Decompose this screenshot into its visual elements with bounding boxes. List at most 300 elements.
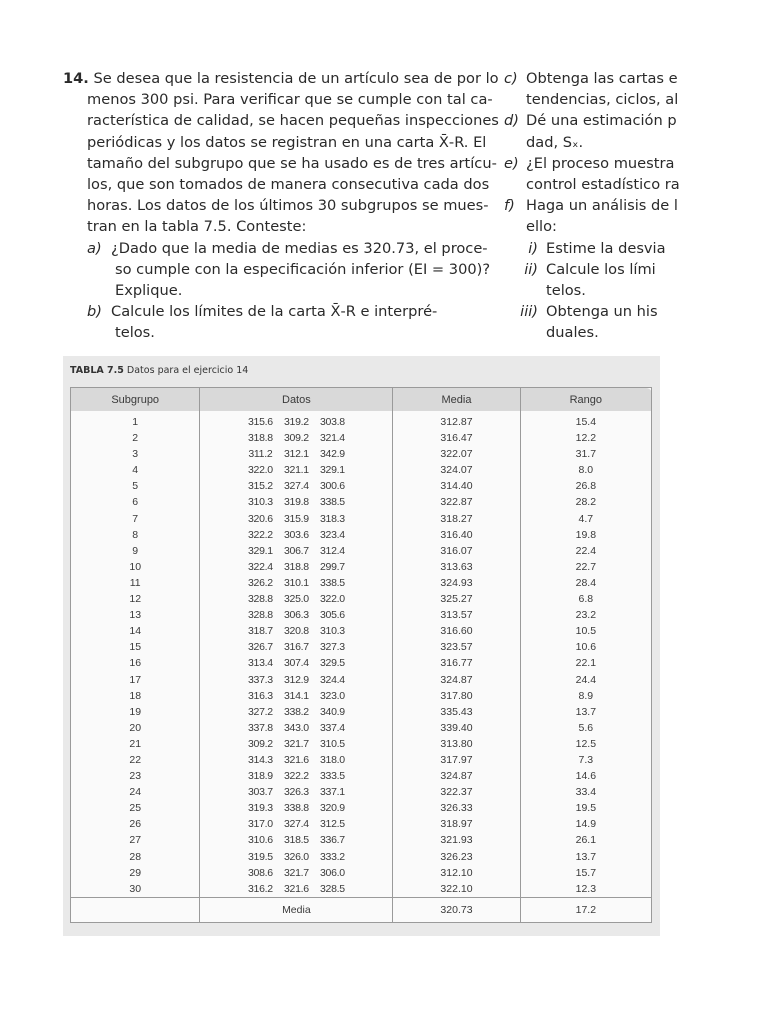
cell-media: 339.40: [393, 720, 520, 736]
cell-media: 324.87: [393, 672, 520, 688]
cell-dato-value: 310.1: [283, 576, 309, 589]
right-column-label: ii): [524, 260, 538, 278]
right-column-text: dad, Sₓ.: [526, 133, 584, 151]
cell-dato-value: 309.2: [283, 432, 309, 445]
cell-media: 316.60: [393, 623, 520, 639]
cell-rango: 8.9: [520, 688, 651, 704]
cell-datos: [200, 623, 393, 639]
cell-dato-value: 312.5: [319, 818, 345, 831]
cell-subgrupo: 21: [71, 736, 200, 752]
cell-dato-value: 333.2: [319, 850, 345, 863]
right-column-label: iii): [520, 303, 538, 321]
cell-dato-value: 306.0: [319, 866, 345, 879]
cell-dato-value: 319.5: [247, 850, 273, 863]
right-column-label: f): [504, 197, 515, 215]
cell-rango: 14.6: [520, 768, 651, 784]
cell-dato-value: 327.2: [247, 705, 273, 718]
cell-media: 326.33: [393, 800, 520, 816]
cell-dato-value: 329.5: [319, 657, 345, 670]
cell-dato-value: 320.9: [319, 802, 345, 815]
cell-datos: [200, 446, 393, 462]
cell-media: 313.63: [393, 559, 520, 575]
right-column-text: Haga un análisis de l: [526, 197, 678, 215]
cell-dato-value: 306.7: [283, 544, 309, 557]
right-column-text: ¿El proceso muestra: [526, 154, 675, 172]
footer-label: Media: [200, 897, 393, 922]
cell-media: 318.97: [393, 816, 520, 832]
cell-media: 323.57: [393, 639, 520, 655]
cell-rango: 12.2: [520, 430, 651, 446]
right-column-label: d): [504, 112, 519, 130]
right-column-line: [504, 174, 680, 195]
cell-dato-value: 328.8: [247, 593, 273, 606]
table-row: [71, 881, 652, 898]
table-row: [71, 688, 652, 704]
cell-rango: 26.8: [520, 478, 651, 494]
cell-dato-value: 338.8: [283, 802, 309, 815]
cell-rango: 12.3: [520, 881, 651, 898]
right-column-text: ello:: [526, 218, 557, 236]
right-column-text: telos.: [546, 282, 586, 300]
cell-dato-value: 321.1: [283, 464, 309, 477]
cell-media: 321.93: [393, 832, 520, 848]
header-media: Media: [393, 388, 520, 412]
cell-dato-value: 338.2: [283, 705, 309, 718]
cell-subgrupo: 13: [71, 607, 200, 623]
cell-subgrupo: 24: [71, 784, 200, 800]
right-column-line: [504, 195, 678, 216]
exercise-number: 14.: [63, 70, 89, 87]
cell-dato-value: 303.8: [319, 416, 345, 428]
cell-dato-value: 310.5: [319, 737, 345, 750]
exercise-left-column: [63, 68, 499, 344]
cell-subgrupo: 11: [71, 575, 200, 591]
table-row: [71, 478, 652, 494]
cell-dato-value: 322.4: [247, 560, 273, 573]
cell-subgrupo: 19: [71, 704, 200, 720]
cell-media: 322.07: [393, 446, 520, 462]
cell-datos: [200, 494, 393, 510]
cell-datos: [200, 511, 393, 527]
cell-datos: [200, 639, 393, 655]
cell-datos: [200, 800, 393, 816]
cell-datos: [200, 543, 393, 559]
right-column-text: Obtenga las cartas e: [526, 70, 678, 87]
cell-dato-value: 303.7: [247, 786, 273, 799]
cell-dato-value: 300.6: [319, 480, 345, 493]
header-datos: Datos: [200, 388, 393, 412]
cell-media: 314.40: [393, 478, 520, 494]
cell-dato-value: 343.0: [283, 721, 309, 734]
right-column-text: Obtenga un his: [546, 303, 658, 321]
cell-dato-value: 326.0: [283, 850, 309, 863]
cell-dato-value: 314.3: [247, 753, 273, 766]
cell-datos: [200, 736, 393, 752]
right-column-line: [504, 216, 660, 237]
cell-dato-value: 320.8: [283, 625, 309, 638]
right-column-line: [504, 132, 660, 153]
cell-subgrupo: 6: [71, 494, 200, 510]
cell-media: 316.77: [393, 655, 520, 671]
cell-subgrupo: 3: [71, 446, 200, 462]
table-row: [71, 607, 652, 623]
cell-datos: [200, 816, 393, 832]
cell-rango: 10.5: [520, 623, 651, 639]
cell-media: 318.27: [393, 511, 520, 527]
cell-datos: [200, 832, 393, 848]
cell-subgrupo: 4: [71, 462, 200, 478]
cell-media: 322.87: [393, 494, 520, 510]
cell-media: 335.43: [393, 704, 520, 720]
right-column-line: [504, 89, 679, 110]
cell-rango: 22.7: [520, 559, 651, 575]
cell-dato-value: 314.1: [283, 689, 309, 702]
cell-rango: 22.1: [520, 655, 651, 671]
footer-rango: 17.2: [520, 897, 651, 922]
cell-dato-value: 342.9: [319, 448, 345, 461]
cell-datos: [200, 849, 393, 865]
cell-dato-value: 329.1: [319, 464, 345, 477]
cell-dato-value: 305.6: [319, 609, 345, 622]
right-column-text: control estadístico ra: [526, 176, 680, 194]
cell-dato-value: 321.6: [283, 882, 309, 895]
cell-dato-value: 337.4: [319, 721, 345, 734]
cell-rango: 12.5: [520, 736, 651, 752]
cell-datos: [200, 768, 393, 784]
cell-dato-value: 316.2: [247, 882, 273, 895]
table-row: [71, 800, 652, 816]
cell-dato-value: 311.2: [248, 448, 273, 461]
cell-media: 316.47: [393, 430, 520, 446]
cell-subgrupo: 18: [71, 688, 200, 704]
cell-dato-value: 318.8: [247, 432, 273, 445]
cell-datos: [200, 527, 393, 543]
cell-dato-value: 326.2: [247, 576, 273, 589]
cell-dato-value: 318.0: [319, 753, 345, 766]
exercise-intro-line: menos 300 psi. Para verificar que se cumple con tal ca-: [87, 91, 493, 109]
table-row: [71, 575, 652, 591]
cell-media: 313.57: [393, 607, 520, 623]
cell-dato-value: 323.4: [319, 528, 345, 541]
table-row: [71, 639, 652, 655]
cell-media: 324.93: [393, 575, 520, 591]
cell-subgrupo: 12: [71, 591, 200, 607]
cell-dato-value: 310.6: [247, 834, 273, 847]
cell-dato-value: 328.5: [319, 882, 345, 895]
table-row: [71, 784, 652, 800]
cell-rango: 15.7: [520, 865, 651, 881]
table-row: [71, 494, 652, 510]
cell-datos: [200, 591, 393, 607]
cell-subgrupo: 30: [71, 881, 200, 898]
cell-dato-value: 306.3: [283, 609, 309, 622]
cell-subgrupo: 17: [71, 672, 200, 688]
cell-datos: [200, 559, 393, 575]
cell-dato-value: 309.2: [247, 737, 273, 750]
table-row: [71, 704, 652, 720]
cell-media: 312.87: [393, 411, 520, 430]
cell-rango: 33.4: [520, 784, 651, 800]
table-row: [71, 816, 652, 832]
cell-dato-value: 333.5: [319, 770, 345, 783]
cell-subgrupo: 8: [71, 527, 200, 543]
cell-dato-value: 303.6: [283, 528, 309, 541]
table-row: [71, 591, 652, 607]
cell-dato-value: 329.1: [247, 544, 273, 557]
part-b-line: b) Calcule los límites de la carta X̄-R e interpré-: [63, 301, 483, 322]
right-column-line: [504, 238, 666, 259]
exercise-intro-line: los, que son tomados de manera consecutiva cada dos: [87, 176, 490, 194]
right-column-line: [504, 259, 660, 280]
footer-media: 320.73: [393, 897, 520, 922]
cell-datos: [200, 672, 393, 688]
cell-media: 316.07: [393, 543, 520, 559]
cell-media: 322.10: [393, 881, 520, 898]
cell-subgrupo: 7: [71, 511, 200, 527]
cell-dato-value: 323.0: [319, 689, 345, 702]
exercise-intro-line: racterística de calidad, se hacen pequeñas inspecciones: [87, 112, 499, 130]
cell-dato-value: 322.2: [283, 770, 309, 783]
cell-dato-value: 319.2: [283, 416, 309, 428]
table-row: [71, 768, 652, 784]
cell-rango: 19.5: [520, 800, 651, 816]
cell-subgrupo: 9: [71, 543, 200, 559]
cell-dato-value: 310.3: [247, 496, 273, 509]
right-column-label: i): [528, 239, 538, 257]
cell-subgrupo: 23: [71, 768, 200, 784]
cell-dato-value: 338.5: [319, 496, 345, 509]
cell-dato-value: 318.7: [247, 625, 273, 638]
cell-dato-value: 327.4: [283, 818, 309, 831]
table-row: [71, 511, 652, 527]
cell-rango: 13.7: [520, 704, 651, 720]
cell-datos: [200, 865, 393, 881]
table-row: [71, 411, 652, 430]
cell-datos: [200, 720, 393, 736]
right-column-line: [504, 110, 677, 131]
cell-datos: [200, 575, 393, 591]
cell-media: 313.80: [393, 736, 520, 752]
cell-dato-value: 318.3: [319, 512, 345, 525]
cell-subgrupo: 28: [71, 849, 200, 865]
cell-dato-value: 337.3: [247, 673, 273, 686]
cell-subgrupo: 2: [71, 430, 200, 446]
right-column-label: c): [504, 70, 518, 87]
right-column-line: [504, 322, 660, 343]
table-row: [71, 849, 652, 865]
table-row: [71, 543, 652, 559]
header-subgrupo: Subgrupo: [71, 388, 200, 412]
exercise-intro-line: 14. Se desea que la resistencia de un artículo sea de por lo: [63, 70, 499, 87]
cell-dato-value: 315.6: [247, 416, 273, 428]
cell-dato-value: 322.0: [319, 593, 345, 606]
part-a-line: Explique.: [115, 282, 183, 300]
cell-datos: [200, 881, 393, 898]
cell-dato-value: 315.9: [283, 512, 309, 525]
cell-subgrupo: 27: [71, 832, 200, 848]
footer-empty: [71, 897, 200, 922]
data-table: [70, 387, 652, 923]
cell-media: 312.10: [393, 865, 520, 881]
cell-dato-value: 324.4: [319, 673, 345, 686]
right-column-text: Estime la desvia: [546, 239, 666, 257]
cell-media: 322.37: [393, 784, 520, 800]
cell-media: 324.87: [393, 768, 520, 784]
cell-rango: 6.8: [520, 591, 651, 607]
cell-dato-value: 328.8: [247, 609, 273, 622]
cell-dato-value: 312.1: [283, 448, 309, 461]
table-row: [71, 752, 652, 768]
cell-datos: [200, 607, 393, 623]
cell-media: 325.27: [393, 591, 520, 607]
part-b-label: b): [87, 303, 102, 321]
header-rango: Rango: [520, 388, 651, 412]
cell-dato-value: 320.6: [247, 512, 273, 525]
cell-dato-value: 322.0: [247, 464, 273, 477]
exercise-intro-line: periódicas y los datos se registran en una carta X̄-R. El: [87, 133, 487, 151]
cell-dato-value: 338.5: [319, 576, 345, 589]
cell-datos: [200, 655, 393, 671]
cell-rango: 31.7: [520, 446, 651, 462]
cell-rango: 5.6: [520, 720, 651, 736]
cell-subgrupo: 10: [71, 559, 200, 575]
table-row: [71, 446, 652, 462]
cell-subgrupo: 26: [71, 816, 200, 832]
cell-rango: 13.7: [520, 849, 651, 865]
cell-dato-value: 308.6: [247, 866, 273, 879]
part-a-line: so cumple con la especificación inferior (EI = 300)?: [115, 260, 491, 278]
table-body: [71, 411, 652, 897]
cell-dato-value: 310.3: [319, 625, 345, 638]
cell-rango: 22.4: [520, 543, 651, 559]
right-column-text: tendencias, ciclos, al: [526, 91, 679, 109]
cell-dato-value: 321.4: [319, 432, 345, 445]
right-column-line: [504, 280, 660, 301]
cell-dato-value: 337.8: [247, 721, 273, 734]
table-row: [71, 832, 652, 848]
cell-media: 316.40: [393, 527, 520, 543]
table-row: [71, 736, 652, 752]
cell-dato-value: 326.7: [247, 641, 273, 654]
table-footer-row: [71, 897, 652, 922]
cell-media: 324.07: [393, 462, 520, 478]
cell-datos: [200, 430, 393, 446]
cell-dato-value: 337.1: [319, 786, 345, 799]
table-row: [71, 623, 652, 639]
cell-dato-value: 325.0: [283, 593, 309, 606]
cell-dato-value: 299.7: [319, 560, 345, 573]
cell-rango: 19.8: [520, 527, 651, 543]
table-row: [71, 559, 652, 575]
right-column-label: e): [504, 154, 519, 172]
table-row: [71, 527, 652, 543]
exercise-intro-line: tran en la tabla 7.5. Conteste:: [87, 218, 307, 236]
cell-dato-value: 312.4: [319, 544, 345, 557]
cell-dato-value: 313.4: [247, 657, 273, 670]
exercise-text: [63, 68, 680, 353]
table-row: [71, 462, 652, 478]
cell-dato-value: 326.3: [283, 786, 309, 799]
cell-rango: 24.4: [520, 672, 651, 688]
cell-dato-value: 315.2: [247, 480, 273, 493]
exercise-intro-line: horas. Los datos de los últimos 30 subgrupos se mues-: [87, 197, 489, 215]
cell-rango: 7.3: [520, 752, 651, 768]
cell-rango: 14.9: [520, 816, 651, 832]
table-row: [71, 720, 652, 736]
cell-rango: 26.1: [520, 832, 651, 848]
cell-subgrupo: 1: [71, 411, 200, 430]
cell-dato-value: 340.9: [319, 705, 345, 718]
cell-media: 326.23: [393, 849, 520, 865]
cell-datos: [200, 704, 393, 720]
cell-subgrupo: 20: [71, 720, 200, 736]
table-caption: TABLA 7.5 Datos para el ejercicio 14: [70, 365, 249, 376]
table-panel: [63, 356, 660, 936]
cell-dato-value: 327.4: [283, 480, 309, 493]
cell-media: 317.97: [393, 752, 520, 768]
part-a-label: a): [87, 239, 102, 257]
part-a-line: a) ¿Dado que la media de medias es 320.73, el proce-: [63, 238, 483, 259]
table-row: [71, 430, 652, 446]
right-column-text: duales.: [546, 324, 599, 342]
cell-subgrupo: 14: [71, 623, 200, 639]
part-b-line: telos.: [115, 324, 155, 342]
cell-dato-value: 321.7: [283, 737, 309, 750]
cell-dato-value: 318.8: [283, 560, 309, 573]
cell-rango: 10.6: [520, 639, 651, 655]
cell-subgrupo: 16: [71, 655, 200, 671]
right-column-line: [504, 153, 675, 174]
cell-rango: 28.4: [520, 575, 651, 591]
right-column-text: Dé una estimación p: [526, 112, 677, 130]
cell-subgrupo: 29: [71, 865, 200, 881]
cell-dato-value: 318.9: [247, 770, 273, 783]
cell-datos: [200, 462, 393, 478]
table-row: [71, 672, 652, 688]
right-column-text: Calcule los lími: [546, 260, 656, 278]
cell-datos: [200, 784, 393, 800]
cell-rango: 28.2: [520, 494, 651, 510]
cell-dato-value: 316.7: [283, 641, 309, 654]
right-column-line: [504, 68, 678, 89]
cell-rango: 4.7: [520, 511, 651, 527]
cell-dato-value: 307.4: [283, 657, 309, 670]
cell-dato-value: 312.9: [283, 673, 309, 686]
exercise-intro-line: tamaño del subgrupo que se ha usado es de tres artícu-: [87, 154, 497, 172]
cell-dato-value: 318.5: [283, 834, 309, 847]
cell-dato-value: 319.8: [283, 496, 309, 509]
cell-subgrupo: 5: [71, 478, 200, 494]
table-row: [71, 655, 652, 671]
cell-dato-value: 327.3: [319, 641, 345, 654]
right-column-line: [504, 301, 660, 322]
cell-subgrupo: 15: [71, 639, 200, 655]
cell-subgrupo: 25: [71, 800, 200, 816]
table-row: [71, 865, 652, 881]
cell-dato-value: 319.3: [247, 802, 273, 815]
cell-dato-value: 322.2: [247, 528, 273, 541]
cell-dato-value: 321.7: [283, 866, 309, 879]
cell-datos: [200, 411, 393, 430]
cell-dato-value: 316.3: [247, 689, 273, 702]
cell-rango: 15.4: [520, 411, 651, 430]
exercise-right-column: [504, 68, 680, 344]
cell-subgrupo: 22: [71, 752, 200, 768]
cell-datos: [200, 478, 393, 494]
cell-rango: 23.2: [520, 607, 651, 623]
cell-dato-value: 317.0: [247, 818, 273, 831]
cell-rango: 8.0: [520, 462, 651, 478]
